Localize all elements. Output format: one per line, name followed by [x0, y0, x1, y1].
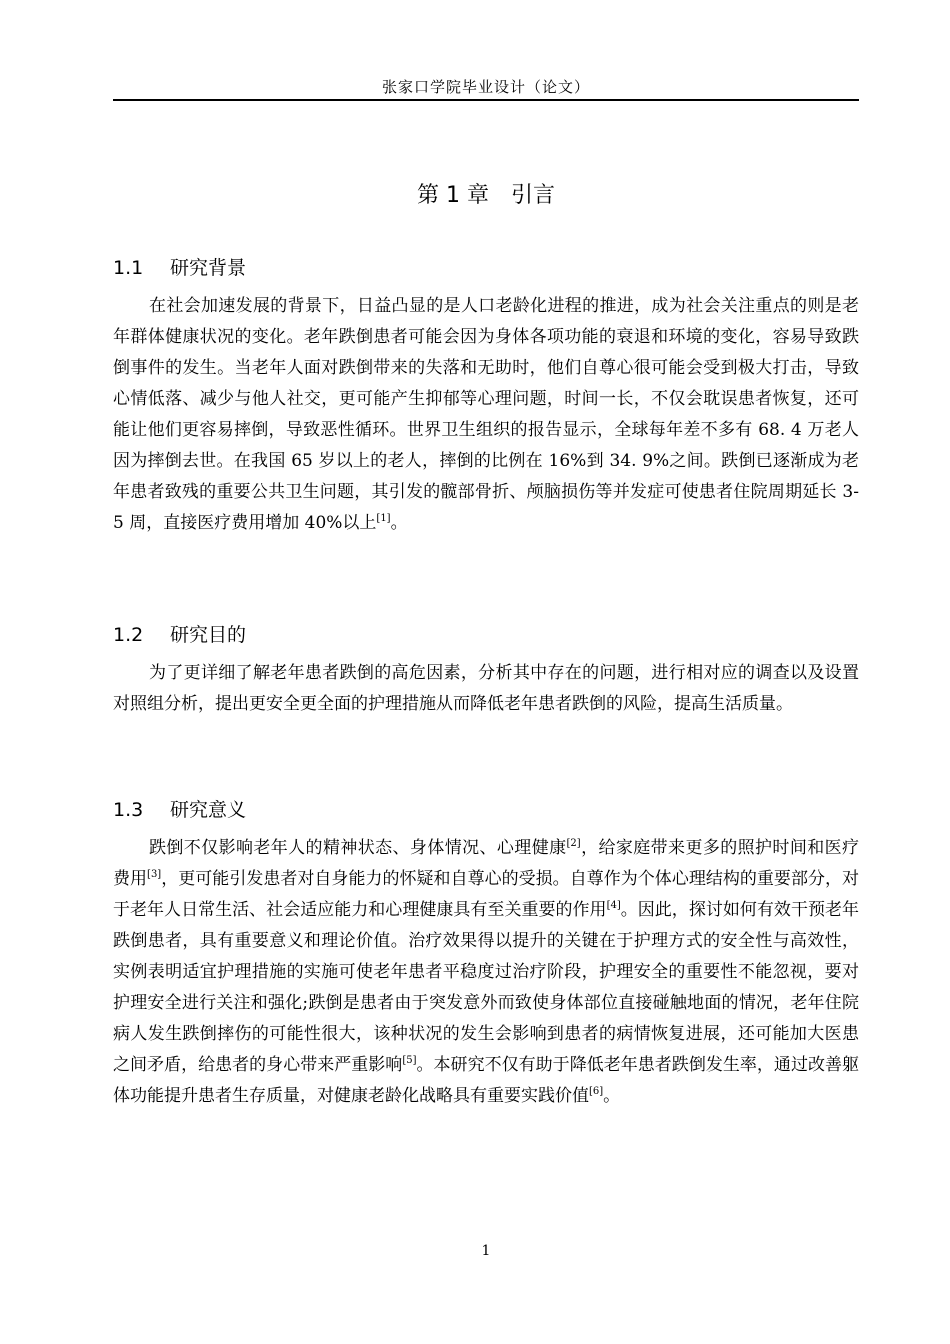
paragraph-text: 。	[390, 513, 408, 533]
section-title: 研究意义	[170, 799, 247, 821]
paragraph-text: 。因此，探讨如何有效干预老年跌倒患者，具有重要意义和理论价值。治疗效果得以提升的关键在于护理方式的安全性与高效性，实例表明适宜护理措施的实施可使老年患者平稳度过治疗阶段，护理安全的重要性不能忽视，要对护理安全进行关注和强化;跌倒是患者由于突发意外而致使身体部位直接碰触地面的情况，老年住院病人发生跌倒摔伤的可能性很大，该种状况的发生会影响到患者的病情恢复进展，还可能加大医患之间矛盾，给患者的身心带来严重影响	[113, 900, 860, 1075]
section-number: 1.3	[113, 799, 144, 821]
chapter-number: 第 1 章	[417, 183, 489, 208]
citation-ref: [3]	[147, 869, 162, 880]
citation-ref: [4]	[606, 900, 621, 911]
paragraph-text: 跌倒不仅影响老年人的精神状态、身体情况、心理健康	[149, 838, 567, 858]
paragraph-text: ，更可能引发患者对自身能力的怀疑和自尊心的受损。自尊作为个体心理结构的重要部分，对于老年人日常生活、社会适应能力和心理健康具有至关重要的作用	[113, 869, 860, 920]
paragraph-text: 在社会加速发展的背景下，日益凸显的是人口老龄化进程的推进，成为社会关注重点的则是老年群体健康状况的变化。老年跌倒患者可能会因为身体各项功能的衰退和环境的变化，容易导致跌倒事件的发生。当老年人面对跌倒带来的失落和无助时，他们自尊心很可能会受到极大打击，导致心情低落、减少与他人社交，更可能产生抑郁等心理问题，时间一长，不仅会耽误患者恢复，还可能让他们更容易摔倒，导致恶性循环。世界卫生组织的报告显示，全球每年差不多有 68. 4 万老人因为摔倒去世。在我国 65 岁以上的老人，摔倒的比例在 16%到 34. 9%之间。跌倒已逐渐成为老年患者致残的重要公共卫生问题，其引发的髋部骨折、颅脑损伤等并发症可使患者住院周期延长 3-5 周，直接医疗费用增加 40%以上	[113, 296, 859, 533]
section-title: 研究目的	[170, 624, 247, 646]
paragraph-purpose	[113, 658, 859, 720]
citation-ref: [1]	[376, 513, 391, 524]
citation-ref: [2]	[566, 838, 581, 849]
paragraph-background	[113, 291, 859, 539]
paragraph-text: 为了更详细了解老年患者跌倒的高危因素，分析其中存在的问题，进行相对应的调查以及设置对照组分析，提出更安全更全面的护理措施从而降低老年患者跌倒的风险，提高生活质量。	[113, 663, 859, 714]
paragraph-text: ，给家庭带来更多的照护时间和医疗费用	[113, 838, 860, 889]
section-title: 研究背景	[170, 257, 247, 279]
section-heading-background	[113, 253, 246, 280]
citation-ref: [6]	[589, 1086, 604, 1097]
section-heading-significance	[113, 795, 246, 822]
section-number: 1.1	[113, 257, 144, 279]
chapter-title	[113, 178, 859, 209]
section-heading-purpose	[113, 620, 246, 647]
citation-ref: [5]	[402, 1055, 417, 1066]
header-rule	[113, 99, 859, 101]
paragraph-text: 。	[603, 1086, 621, 1106]
chapter-name: 引言	[510, 183, 555, 208]
running-header: 张家口学院毕业设计（论文）	[381, 78, 590, 96]
section-number: 1.2	[113, 624, 144, 646]
page-number: 1	[481, 1243, 491, 1259]
paragraph-significance	[113, 833, 859, 1112]
paragraph-text: 。本研究不仅有助于降低老年患者跌倒发生率，通过改善躯体功能提升患者生存质量，对健康老龄化战略具有重要实践价值	[113, 1055, 859, 1106]
